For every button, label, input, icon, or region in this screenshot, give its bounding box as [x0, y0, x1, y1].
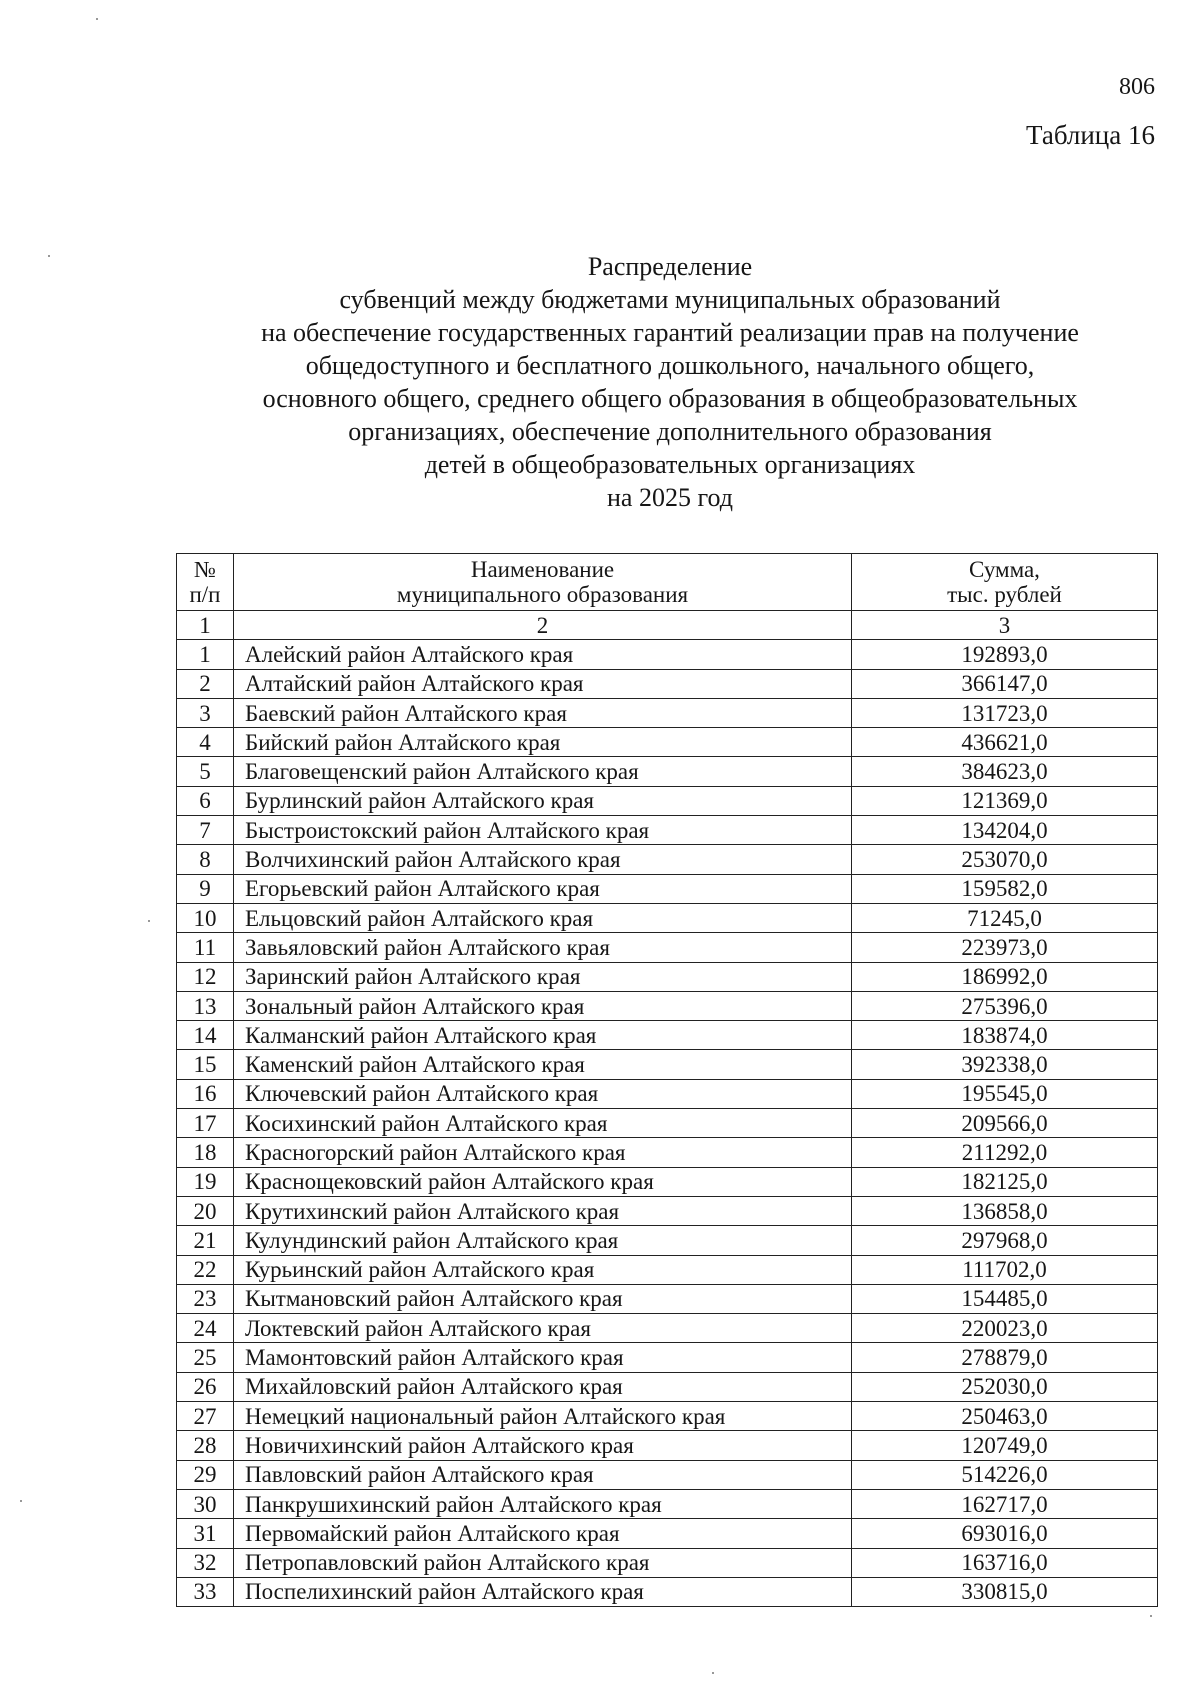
subvention-amount: 384623,0 — [852, 757, 1158, 786]
municipality-name: Локтевский район Алтайского края — [234, 1314, 852, 1343]
table-row — [177, 1431, 1158, 1460]
row-number: 16 — [177, 1079, 234, 1108]
subvention-amount: 366147,0 — [852, 669, 1158, 698]
row-number: 31 — [177, 1519, 234, 1548]
table-row — [177, 1284, 1158, 1313]
subvention-amount: 131723,0 — [852, 698, 1158, 727]
title-line: на 2025 год — [607, 483, 733, 512]
municipality-name: Немецкий национальный район Алтайского края — [234, 1402, 852, 1431]
table-row — [177, 1343, 1158, 1372]
table-row — [177, 698, 1158, 727]
header-num-line: п/п — [189, 582, 221, 607]
row-number: 4 — [177, 728, 234, 757]
table-row — [177, 1489, 1158, 1518]
subvention-amount: 183874,0 — [852, 1021, 1158, 1050]
header-name — [234, 554, 852, 611]
table-row — [177, 1519, 1158, 1548]
row-number: 11 — [177, 933, 234, 962]
table-row — [177, 1577, 1158, 1606]
title-line: Распределение — [587, 252, 753, 281]
row-number: 27 — [177, 1402, 234, 1431]
subvention-amount: 297968,0 — [852, 1226, 1158, 1255]
municipality-name: Быстроистокский район Алтайского края — [234, 816, 852, 845]
header-sum — [852, 554, 1158, 611]
table-row — [177, 903, 1158, 932]
row-number: 23 — [177, 1284, 234, 1313]
row-number: 21 — [177, 1226, 234, 1255]
scan-speck — [148, 920, 150, 922]
row-number: 30 — [177, 1489, 234, 1518]
municipality-name: Алейский район Алтайского края — [234, 640, 852, 669]
municipality-name: Панкрушихинский район Алтайского края — [234, 1489, 852, 1518]
row-number: 29 — [177, 1460, 234, 1489]
row-number: 15 — [177, 1050, 234, 1079]
row-number: 1 — [177, 640, 234, 669]
table-row — [177, 1196, 1158, 1225]
row-number: 22 — [177, 1255, 234, 1284]
subvention-amount: 195545,0 — [852, 1079, 1158, 1108]
table-row — [177, 933, 1158, 962]
municipality-name: Зональный район Алтайского края — [234, 991, 852, 1020]
municipality-name: Завьяловский район Алтайского края — [234, 933, 852, 962]
table-row — [177, 845, 1158, 874]
row-number: 8 — [177, 845, 234, 874]
subvention-amount: 111702,0 — [852, 1255, 1158, 1284]
column-number: 2 — [234, 611, 852, 640]
subvention-amount: 162717,0 — [852, 1489, 1158, 1518]
subvention-amount: 120749,0 — [852, 1431, 1158, 1460]
row-number: 9 — [177, 874, 234, 903]
municipality-name: Косихинский район Алтайского края — [234, 1109, 852, 1138]
subvention-amount: 514226,0 — [852, 1460, 1158, 1489]
municipality-name: Новичихинский район Алтайского края — [234, 1431, 852, 1460]
table-row — [177, 1548, 1158, 1577]
subvention-amount: 71245,0 — [852, 903, 1158, 932]
row-number: 24 — [177, 1314, 234, 1343]
municipality-name: Волчихинский район Алтайского края — [234, 845, 852, 874]
table-header-row — [177, 554, 1158, 611]
table-row — [177, 1314, 1158, 1343]
municipality-name: Курьинский район Алтайского края — [234, 1255, 852, 1284]
title-line: организациях, обеспечение дополнительного образования — [348, 417, 992, 446]
title-line: субвенций между бюджетами муниципальных образований — [339, 285, 1001, 314]
table-row — [177, 786, 1158, 815]
subvention-amount: 693016,0 — [852, 1519, 1158, 1548]
table-row — [177, 991, 1158, 1020]
scan-speck — [712, 1672, 714, 1674]
municipality-name: Алтайский район Алтайского края — [234, 669, 852, 698]
table-row — [177, 1255, 1158, 1284]
municipality-name: Красногорский район Алтайского края — [234, 1138, 852, 1167]
row-number: 14 — [177, 1021, 234, 1050]
municipality-name: Бийский район Алтайского края — [234, 728, 852, 757]
subvention-amount: 253070,0 — [852, 845, 1158, 874]
table-row — [177, 816, 1158, 845]
table-row — [177, 962, 1158, 991]
subvention-amount: 159582,0 — [852, 874, 1158, 903]
column-number: 1 — [177, 611, 234, 640]
municipality-name: Первомайский район Алтайского края — [234, 1519, 852, 1548]
title-line: детей в общеобразовательных организациях — [424, 450, 916, 479]
subvention-amount: 121369,0 — [852, 786, 1158, 815]
header-sum-line: тыс. рублей — [947, 582, 1062, 607]
row-number: 10 — [177, 903, 234, 932]
row-number: 18 — [177, 1138, 234, 1167]
table-label: Таблица 16 — [1026, 120, 1155, 150]
row-number: 6 — [177, 786, 234, 815]
row-number: 3 — [177, 698, 234, 727]
row-number: 26 — [177, 1372, 234, 1401]
table-row — [177, 1167, 1158, 1196]
table-row — [177, 1226, 1158, 1255]
row-number: 28 — [177, 1431, 234, 1460]
table-row — [177, 1079, 1158, 1108]
subvention-amount: 278879,0 — [852, 1343, 1158, 1372]
row-number: 32 — [177, 1548, 234, 1577]
row-number: 33 — [177, 1577, 234, 1606]
subvention-amount: 136858,0 — [852, 1196, 1158, 1225]
subvention-amount: 192893,0 — [852, 640, 1158, 669]
row-number: 17 — [177, 1109, 234, 1138]
row-number: 13 — [177, 991, 234, 1020]
subvention-amount: 223973,0 — [852, 933, 1158, 962]
row-number: 20 — [177, 1196, 234, 1225]
header-sum-line: Сумма, — [969, 557, 1040, 582]
table-row — [177, 1050, 1158, 1079]
row-number: 25 — [177, 1343, 234, 1372]
table-row — [177, 1021, 1158, 1050]
row-number: 7 — [177, 816, 234, 845]
municipality-name: Каменский район Алтайского края — [234, 1050, 852, 1079]
table-row — [177, 1372, 1158, 1401]
scan-speck — [48, 255, 50, 257]
title-line: основного общего, среднего общего образования в общеобразовательных — [262, 384, 1078, 413]
table-row — [177, 1138, 1158, 1167]
header-name-line: муниципального образования — [396, 582, 689, 607]
municipality-name: Поспелихинский район Алтайского края — [234, 1577, 852, 1606]
municipality-name: Петропавловский район Алтайского края — [234, 1548, 852, 1577]
subvention-amount: 330815,0 — [852, 1577, 1158, 1606]
table-row — [177, 728, 1158, 757]
table-row — [177, 874, 1158, 903]
municipality-name: Павловский район Алтайского края — [234, 1460, 852, 1489]
title-line: общедоступного и бесплатного дошкольного, начального общего, — [305, 351, 1035, 380]
row-number: 19 — [177, 1167, 234, 1196]
subvention-amount: 154485,0 — [852, 1284, 1158, 1313]
municipality-name: Благовещенский район Алтайского края — [234, 757, 852, 786]
municipality-name: Кытмановский район Алтайского края — [234, 1284, 852, 1313]
row-number: 2 — [177, 669, 234, 698]
subvention-amount: 275396,0 — [852, 991, 1158, 1020]
subvention-amount: 163716,0 — [852, 1548, 1158, 1577]
subvention-amount: 134204,0 — [852, 816, 1158, 845]
scan-speck — [96, 18, 98, 20]
subvention-amount: 220023,0 — [852, 1314, 1158, 1343]
header-num-line: № — [194, 557, 216, 582]
row-number: 5 — [177, 757, 234, 786]
municipality-name: Краснощековский район Алтайского края — [234, 1167, 852, 1196]
municipality-name: Егорьевский район Алтайского края — [234, 874, 852, 903]
table-row — [177, 757, 1158, 786]
document-title — [150, 250, 1190, 514]
subvention-amount: 392338,0 — [852, 1050, 1158, 1079]
header-name-line: Наименование — [470, 557, 615, 582]
municipality-name: Ключевский район Алтайского края — [234, 1079, 852, 1108]
subvention-amount: 186992,0 — [852, 962, 1158, 991]
table-body — [177, 640, 1158, 1607]
table-row — [177, 1460, 1158, 1489]
municipality-name: Баевский район Алтайского края — [234, 698, 852, 727]
column-number-row — [177, 611, 1158, 640]
subvention-amount: 209566,0 — [852, 1109, 1158, 1138]
municipality-name: Кулундинский район Алтайского края — [234, 1226, 852, 1255]
title-line: на обеспечение государственных гарантий реализации прав на получение — [261, 318, 1079, 347]
table-row — [177, 669, 1158, 698]
scan-speck — [20, 1500, 22, 1502]
header-num — [177, 554, 234, 611]
subvention-amount: 436621,0 — [852, 728, 1158, 757]
municipality-name: Михайловский район Алтайского края — [234, 1372, 852, 1401]
subvention-amount: 252030,0 — [852, 1372, 1158, 1401]
municipality-name: Калманский район Алтайского края — [234, 1021, 852, 1050]
municipality-name: Бурлинский район Алтайского края — [234, 786, 852, 815]
municipality-name: Заринский район Алтайского края — [234, 962, 852, 991]
municipality-name: Мамонтовский район Алтайского края — [234, 1343, 852, 1372]
municipality-name: Крутихинский район Алтайского края — [234, 1196, 852, 1225]
page-number: 806 — [1119, 74, 1155, 100]
column-number: 3 — [852, 611, 1158, 640]
table-row — [177, 640, 1158, 669]
municipality-name: Ельцовский район Алтайского края — [234, 903, 852, 932]
scan-speck — [1150, 1615, 1152, 1617]
subvention-amount: 182125,0 — [852, 1167, 1158, 1196]
table-row — [177, 1109, 1158, 1138]
row-number: 12 — [177, 962, 234, 991]
subvention-amount: 211292,0 — [852, 1138, 1158, 1167]
distribution-table — [176, 553, 1158, 1607]
table-row — [177, 1402, 1158, 1431]
subvention-amount: 250463,0 — [852, 1402, 1158, 1431]
